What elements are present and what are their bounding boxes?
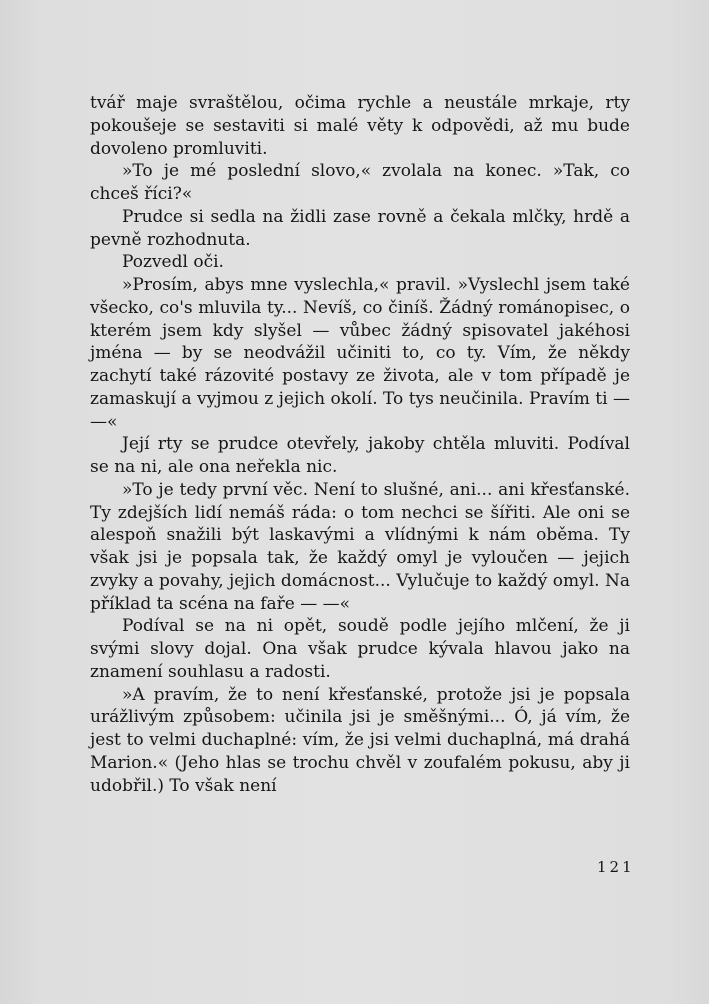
paragraph: »To je tedy první věc. Není to slušné, ani... ani křesťanské. Ty zdejších lidí nemáš ráda: o tom nechci se šířiti. Ale oni se alespoň snažili být laskavými a vlídnými k nám oběma. Ty však jsi je popsala tak, že každý omyl je vyloučen — jejich zvyky a povahy, jejich domácnost... Vylučuje to každý omyl. Na příklad ta scéna na faře — —« [90,479,630,614]
paragraph: »A pravím, že to není křesťanské, protože jsi je popsala urážlivým způsobem: učinila jsi je směšnými... Ó, já vím, že jest to velmi duchaplné: vím, že jsi velmi duchaplná, má drahá Marion.« (Jeho hlas se trochu chvěl v zoufalém pokusu, aby ji udobřil.) To však není [90,684,630,796]
page-number: 121 [597,858,635,876]
paragraph: »Prosím, abys mne vyslechla,« pravil. »Vyslechl jsem také všecko, co's mluvila ty... Nevíš, co činíš. Žádný románopisec, o kterém jsem kdy slyšel — vůbec žádný spisovatel jakéhosi jména — by se neodvážil učiniti to, co ty. Vím, že někdy zachytí také rázovité postavy ze života, ale v tom případě je zamaskují a vyjmou z jejich okolí. To tys neučinila. Pravím ti — —« [90,275,630,432]
paragraph: Její rty se prudce otevřely, jakoby chtěla mluviti. Podíval se na ni, ale ona neřekla nic. [90,434,630,477]
paragraph: tvář maje svraštělou, očima rychle a neustále mrkaje, rty pokoušeje se sestaviti si malé věty k odpovědi, až mu bude dovoleno promluviti. [90,93,630,159]
paragraph: Podíval se na ni opět, soudě podle jejího mlčení, že ji svými slovy dojal. Ona však prudce kývala hlavou jako na znamení souhlasu a radosti. [90,616,630,682]
paragraph: »To je mé poslední slovo,« zvolala na konec. »Tak, co chceš říci?« [90,161,630,204]
body-text [90,92,630,797]
paragraph: Pozvedl oči. [122,252,224,273]
paragraph: Prudce si sedla na židli zase rovně a čekala mlčky, hrdě a pevně rozhodnuta. [90,206,630,250]
